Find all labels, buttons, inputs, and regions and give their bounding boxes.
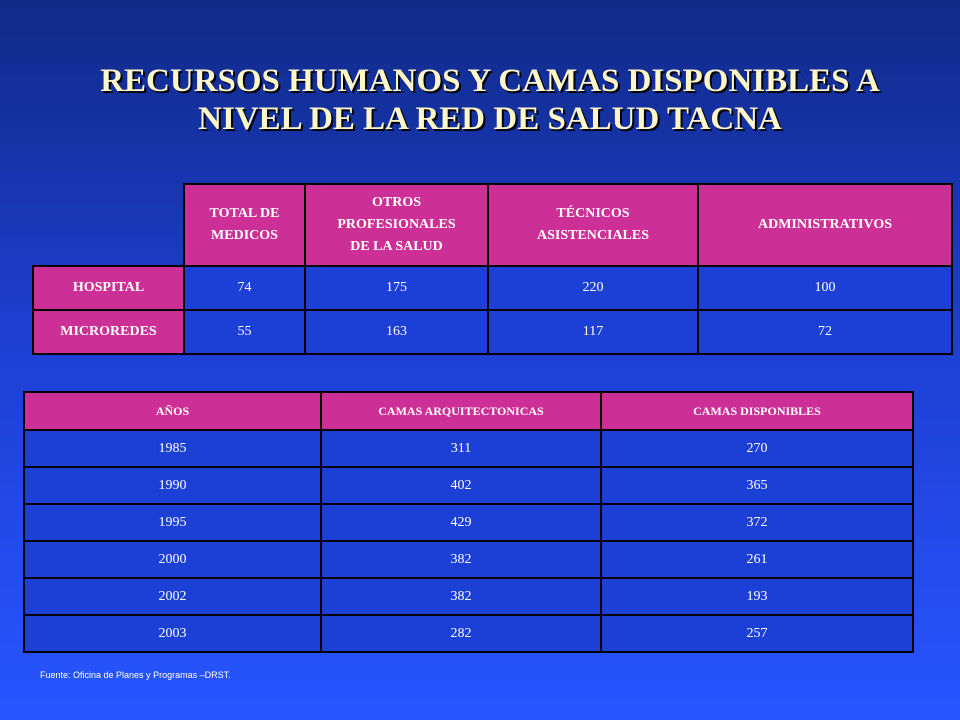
table-cell: 55 [184,310,305,354]
table-cell: 220 [488,266,698,310]
table-row [24,541,913,578]
table-cell: 72 [698,310,952,354]
header-total-medicos: TOTAL DE MEDICOS [184,184,305,266]
table-cell: 270 [601,430,913,467]
table-cell: 1990 [24,467,321,504]
table-row [24,467,913,504]
table-cell: 1995 [24,504,321,541]
table-cell: 382 [321,541,601,578]
title-line-2: NIVEL DE LA RED DE SALUD TACNA [198,101,782,137]
row-label-microredes: MICROREDES [33,310,184,354]
header-camas-arquitectonicas: CAMAS ARQUITECTONICAS [321,392,601,430]
table-cell: 402 [321,467,601,504]
header-administrativos: ADMINISTRATIVOS [698,184,952,266]
source-note: Fuente: Oficina de Planes y Programas –DRST. [40,670,231,680]
staff-table-corner [33,184,184,266]
table-cell: 163 [305,310,488,354]
table-row [24,615,913,652]
table-row [33,266,952,310]
table-cell: 311 [321,430,601,467]
page-title [0,62,960,138]
beds-table [23,391,914,653]
title-line-1: RECURSOS HUMANOS Y CAMAS DISPONIBLES A [100,63,880,99]
table-cell: 372 [601,504,913,541]
table-cell: 175 [305,266,488,310]
table-cell: 117 [488,310,698,354]
row-label-hospital: HOSPITAL [33,266,184,310]
header-tecnicos-asistenciales: TÉCNICOS ASISTENCIALES [488,184,698,266]
table-cell: 382 [321,578,601,615]
table-cell: 2000 [24,541,321,578]
staff-table [32,183,953,355]
table-cell: 429 [321,504,601,541]
table-row [33,310,952,354]
table-row [24,430,913,467]
table-cell: 193 [601,578,913,615]
table-cell: 2003 [24,615,321,652]
header-anos: AÑOS [24,392,321,430]
staff-table-header-row [33,184,952,266]
header-camas-disponibles: CAMAS DISPONIBLES [601,392,913,430]
table-cell: 365 [601,467,913,504]
header-otros-profesionales: OTROS PROFESIONALES DE LA SALUD [305,184,488,266]
table-cell: 2002 [24,578,321,615]
table-cell: 261 [601,541,913,578]
table-cell: 74 [184,266,305,310]
table-cell: 257 [601,615,913,652]
table-row [24,578,913,615]
beds-table-header-row [24,392,913,430]
table-cell: 282 [321,615,601,652]
table-cell: 100 [698,266,952,310]
table-row [24,504,913,541]
table-cell: 1985 [24,430,321,467]
